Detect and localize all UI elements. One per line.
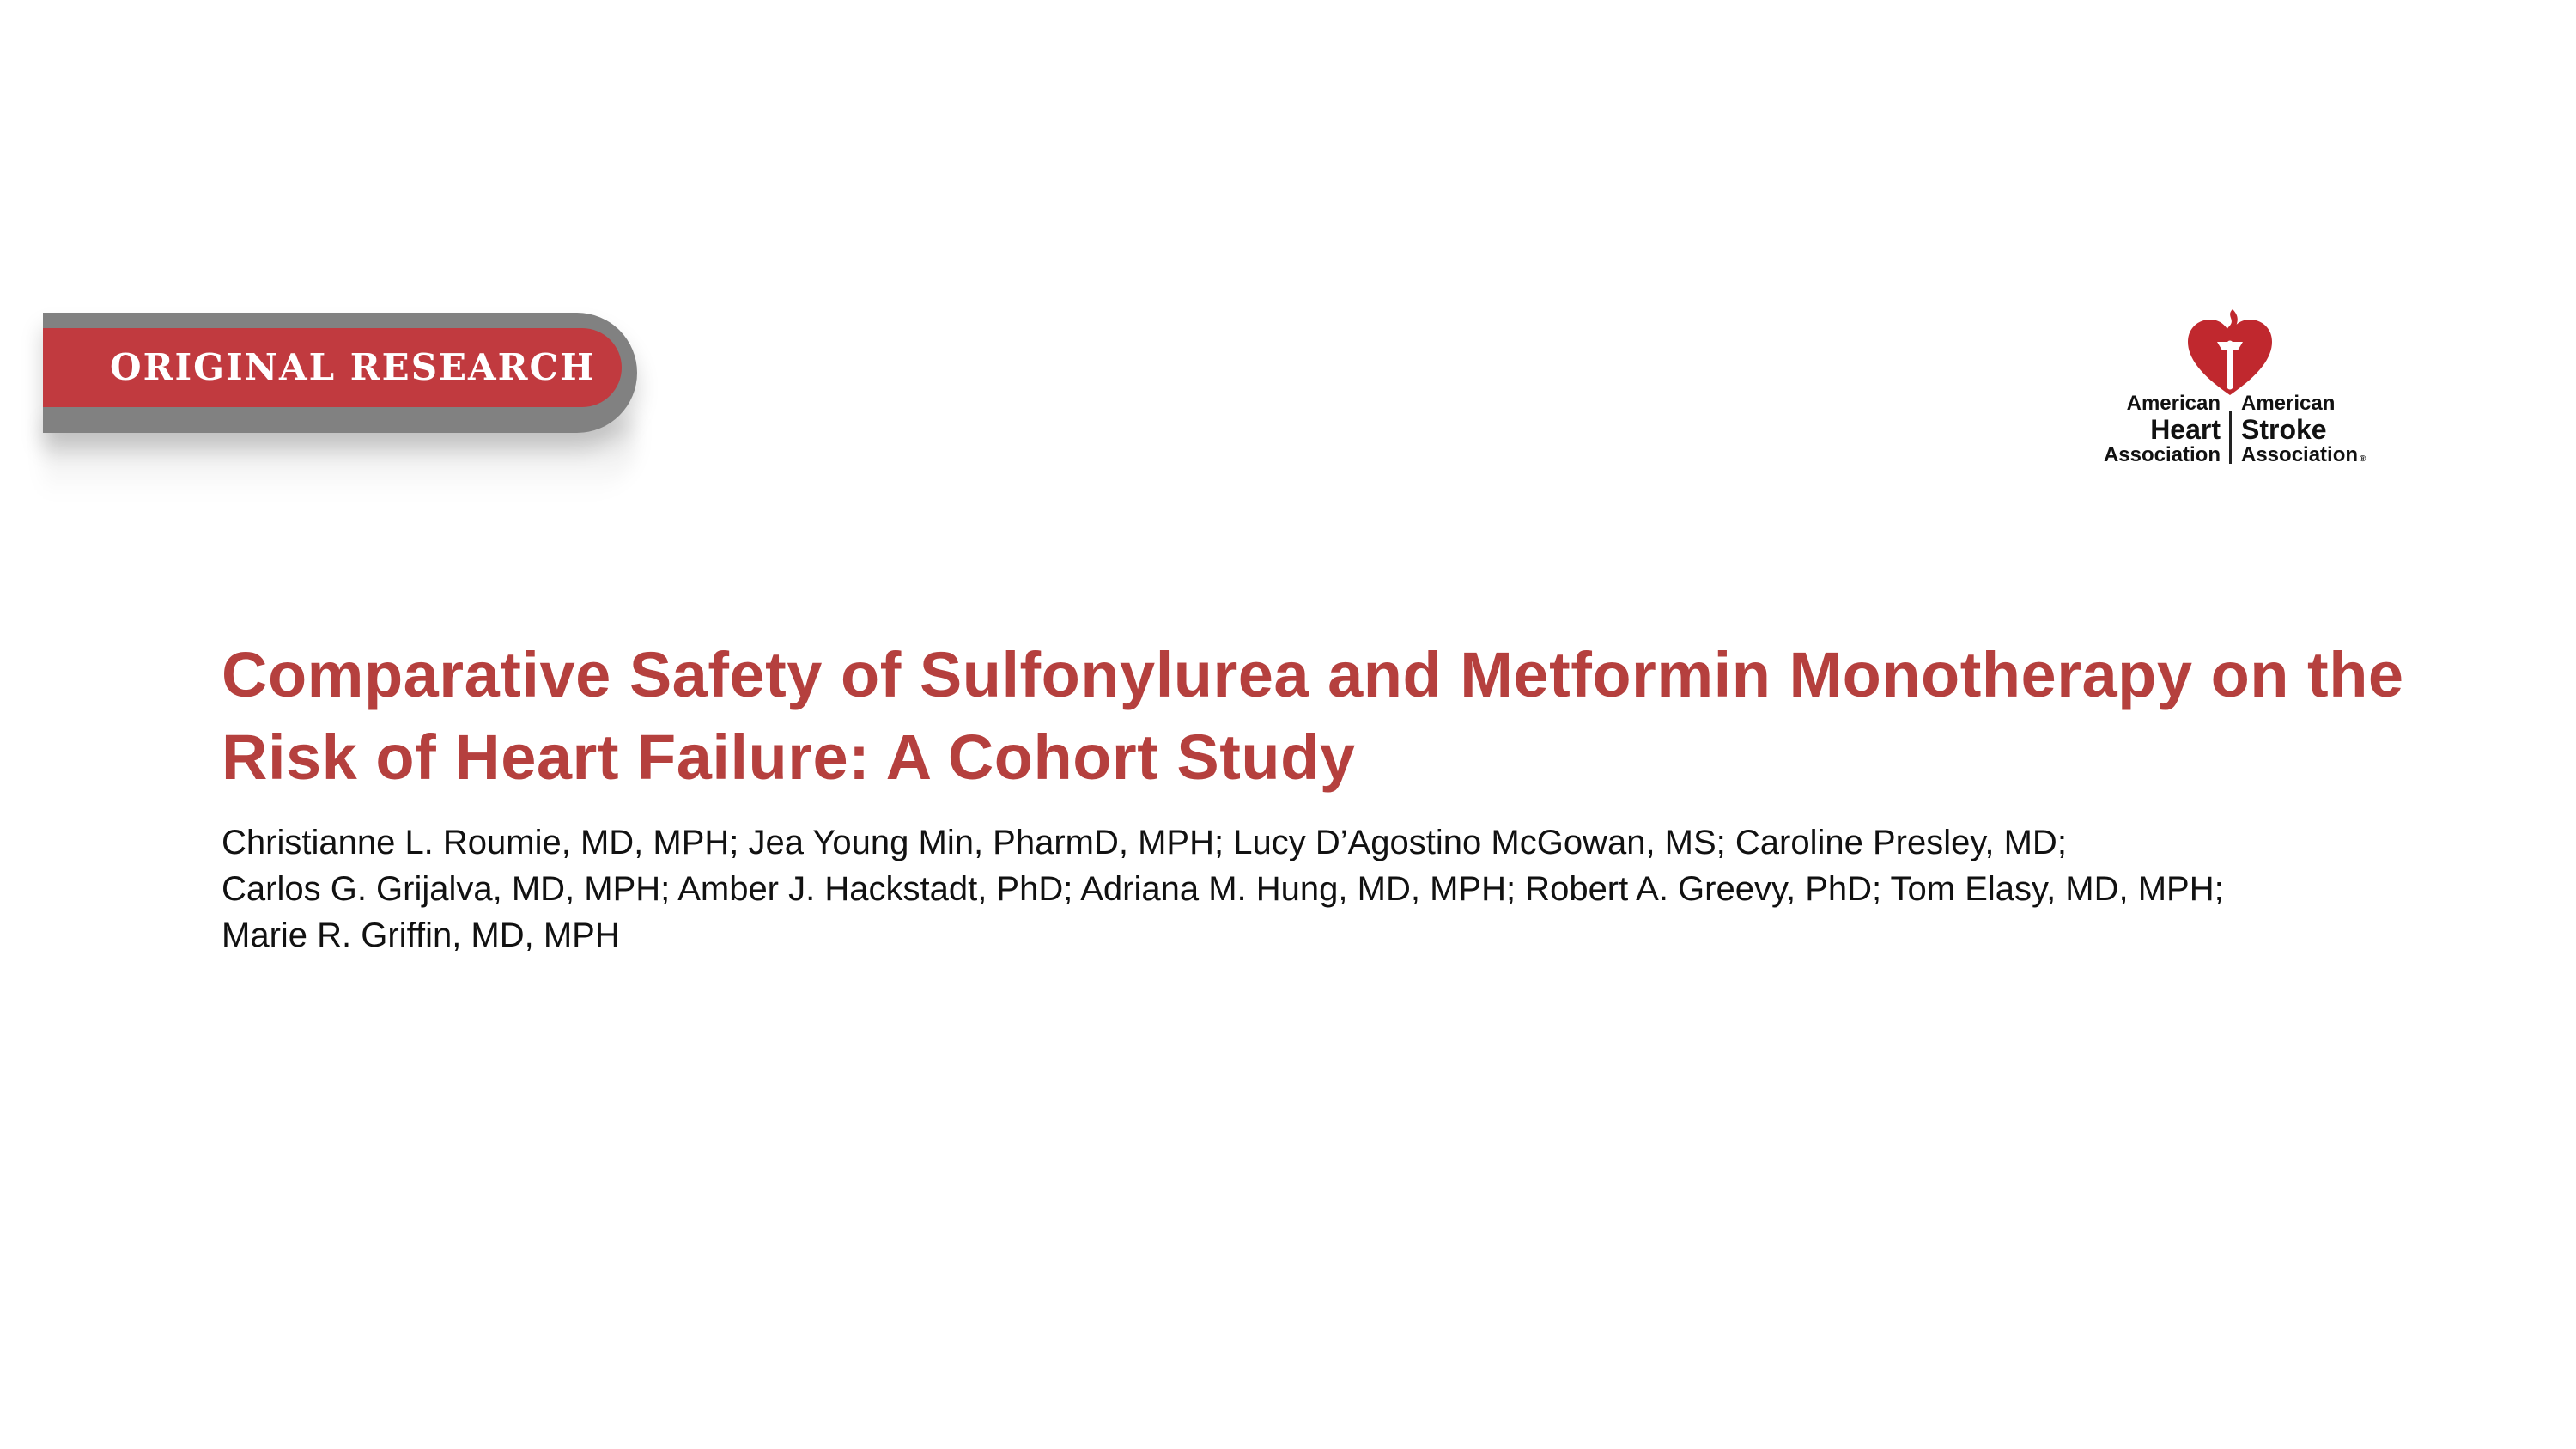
logo-left-line2: Heart [2150,414,2221,445]
logo-right-line3-wrap [2241,443,2366,472]
heart-torch-icon [2183,307,2277,402]
author-line-3: Marie R. Griffin, MD, MPH [222,916,620,954]
article-type-label: ORIGINAL RESEARCH [110,346,596,388]
aha-asa-logo [2061,301,2421,472]
logo-divider [2229,411,2232,464]
logo-right-line3: Association [2241,443,2359,466]
article-title: Comparative Safety of Sulfonylurea and Metformin Monotherapy on the Risk of Heart Failure: A Cohort Study [222,639,2404,793]
registered-mark: ® [2360,454,2366,464]
logo-right-line2: Stroke [2241,414,2327,445]
logo-right-line1: American [2241,392,2336,415]
american-stroke-association-wordmark [2241,392,2366,472]
logo-left-line3: Association [2103,443,2221,466]
author-list [222,819,2454,959]
author-line-1: Christianne L. Roumie, MD, MPH; Jea Young Min, PharmD, MPH; Lucy D’Agostino McGowan, MS; Caroline Presley, MD; [222,824,2067,861]
american-heart-association-wordmark [2104,392,2221,467]
author-line-2: Carlos G. Grijalva, MD, MPH; Amber J. Hackstadt, PhD; Adriana M. Hung, MD, MPH; Robert A. Greevy, PhD; Tom Elasy, MD, MPH; [222,870,2224,908]
logo-left-line1: American [2126,392,2221,415]
